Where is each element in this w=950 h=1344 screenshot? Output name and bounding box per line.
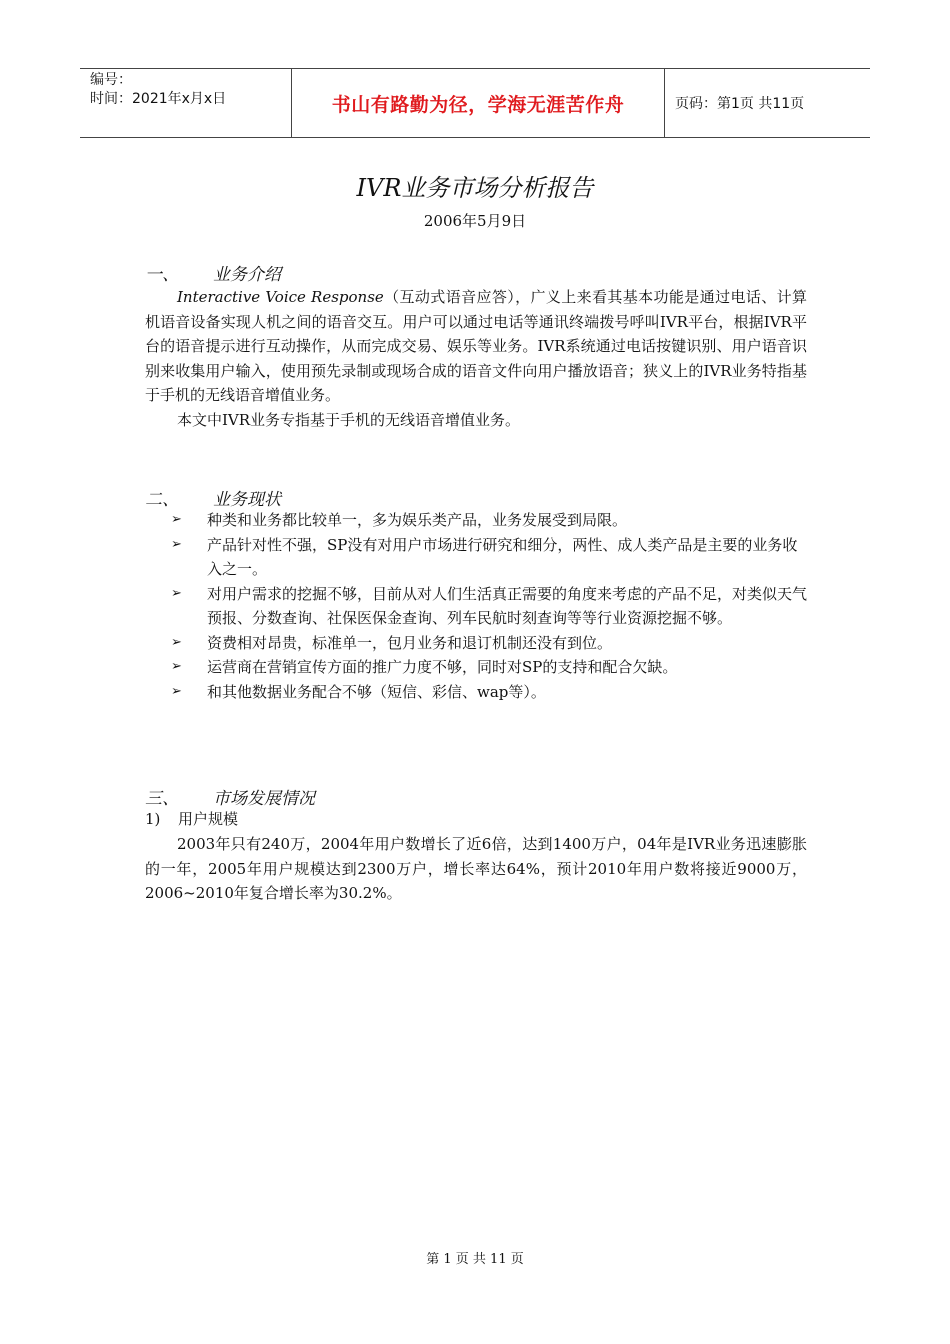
header-meta-cell bbox=[80, 69, 291, 137]
section-number: 二、 bbox=[145, 490, 179, 510]
list-item-text: 产品针对性不强，SP没有对用户市场进行研究和细分，两性、成人类产品是主要的业务收入之一。 bbox=[207, 535, 798, 578]
list-item bbox=[145, 631, 807, 656]
arrow-bullet-icon: ➢ bbox=[171, 659, 182, 674]
status-bullet-list bbox=[145, 508, 807, 704]
list-item bbox=[145, 655, 807, 680]
intro-paragraph: Interactive Voice Response（互动式语音应答），广义上来看其基本功能是通过电话、计算机语音设备实现人机之间的语音交互。用户可以通过电话等通讯终端拨号呼叫IVR平台，根据IVR平台的语音提示进行互动操作，从而完成交易、娱乐等业务。IVR系统通过电话按键识别、用户语音识别来收集用户输入，使用预先录制或现场合成的语音文件向用户播放语音；狭义上的IVR业务特指基于手机的无线语音增值业务。 bbox=[145, 288, 807, 404]
list-item-text: 和其他数据业务配合不够（短信、彩信、wap等）。 bbox=[207, 682, 546, 701]
document-date: 2006年5月9日 bbox=[423, 212, 527, 230]
subsection-title: 用户规模 bbox=[178, 810, 239, 828]
arrow-bullet-icon: ➢ bbox=[171, 683, 182, 699]
section-number: 三、 bbox=[145, 789, 179, 809]
list-item bbox=[145, 533, 807, 582]
header-page-info: 页码：第1页 共11页 bbox=[675, 96, 805, 112]
list-item bbox=[145, 582, 807, 631]
section-number: 一、 bbox=[145, 265, 179, 285]
list-item-text: 对用户需求的挖掘不够，目前从对人们生活真正需要的角度来考虑的产品不足，对类似天气预报、分数查询、社保医保金查询、列车民航时刻查询等等行业资源挖掘不够。 bbox=[207, 584, 808, 627]
section-heading-2 bbox=[145, 485, 281, 510]
page-footer: 第 1 页 共 11 页 bbox=[426, 1252, 524, 1267]
list-item bbox=[145, 508, 807, 533]
time-label: 时间：2021年x月x日 bbox=[90, 91, 227, 107]
arrow-bullet-icon: ➢ bbox=[171, 536, 182, 552]
header-table bbox=[80, 68, 870, 138]
section-title: 业务现状 bbox=[213, 490, 281, 510]
section-heading-3 bbox=[145, 784, 315, 809]
header-motto: 书山有路勤为径，学海无涯苦作舟 bbox=[291, 69, 665, 137]
list-item-text: 运营商在营销宣传方面的推广力度不够，同时对SP的支持和配合欠缺。 bbox=[207, 658, 678, 676]
user-scale-paragraph: 2003年只有240万，2004年用户数增长了近6倍，达到1400万户，04年是IVR业务迅速膨胀的一年，2005年用户规模达到2300万户，增长率达64%，预计2010年用户数将接近9000万，2006~2010年复合增长率为30.2%。 bbox=[145, 835, 807, 902]
serial-label: 编号： bbox=[90, 72, 132, 88]
arrow-bullet-icon: ➢ bbox=[171, 585, 182, 601]
arrow-bullet-icon: ➢ bbox=[171, 634, 182, 650]
list-item-text: 种类和业务都比较单一，多为娱乐类产品，业务发展受到局限。 bbox=[207, 511, 628, 529]
scope-paragraph: 本文中IVR业务专指基于手机的无线语音增值业务。 bbox=[177, 411, 521, 429]
list-item bbox=[145, 680, 807, 705]
section-heading-1 bbox=[145, 260, 281, 285]
subsection-number: 1) bbox=[145, 810, 161, 828]
arrow-bullet-icon: ➢ bbox=[171, 512, 182, 527]
section-title: 市场发展情况 bbox=[213, 789, 315, 809]
list-item-text: 资费相对昂贵，标准单一，包月业务和退订机制还没有到位。 bbox=[207, 633, 613, 652]
subsection-heading bbox=[145, 808, 238, 829]
section-title: 业务介绍 bbox=[213, 265, 281, 285]
document-title: IVR业务市场分析报告 bbox=[356, 174, 594, 202]
